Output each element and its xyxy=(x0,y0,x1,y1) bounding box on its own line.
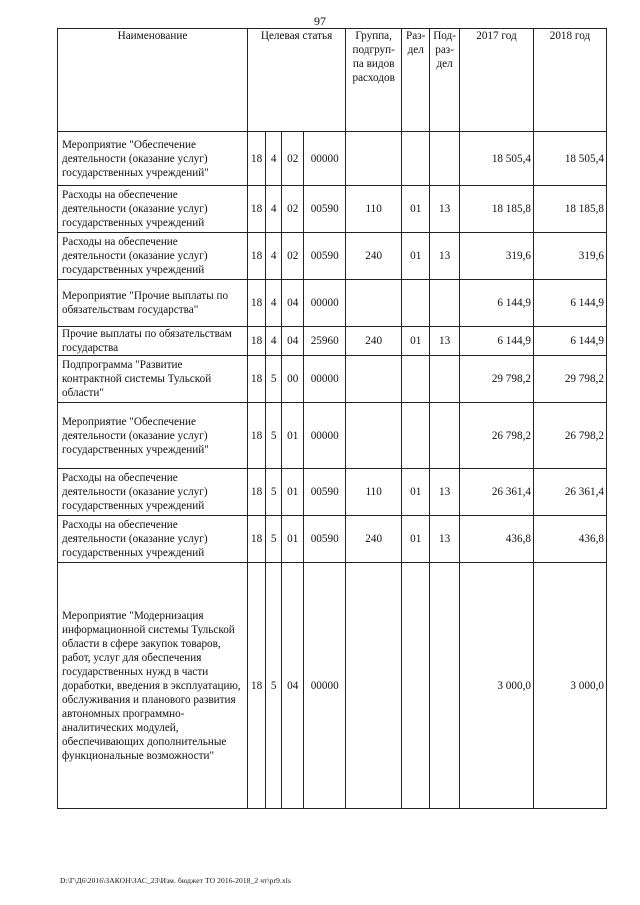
target-article-direction-cell: 00000 xyxy=(304,132,346,186)
subsection-cell: 13 xyxy=(430,469,460,516)
target-article-direction-cell: 25960 xyxy=(304,327,346,356)
target-article-direction-cell: 00000 xyxy=(304,563,346,809)
row-name-cell: Прочие выплаты по обязательствам государства xyxy=(58,327,248,356)
amount-2017-cell: 26 361,4 xyxy=(459,469,533,516)
section-cell: 01 xyxy=(402,516,430,563)
row-name-cell: Мероприятие "Обеспечение деятельности (оказание услуг) государственных учреждений" xyxy=(58,132,248,186)
row-name-cell: Расходы на обеспечение деятельности (оказание услуг) государственных учреждений xyxy=(58,186,248,233)
target-article-measure-cell: 02 xyxy=(282,233,304,280)
expense-group-cell: 240 xyxy=(346,516,402,563)
section-cell: 01 xyxy=(402,469,430,516)
table-row xyxy=(58,516,607,563)
amount-2017-cell: 18 505,4 xyxy=(459,132,533,186)
header-section: Раз-дел xyxy=(402,29,430,132)
table-row xyxy=(58,403,607,469)
target-article-subprogram-cell: 5 xyxy=(266,516,282,563)
table-row xyxy=(58,563,607,809)
amount-2018-cell: 436,8 xyxy=(533,516,606,563)
target-article-direction-cell: 00590 xyxy=(304,233,346,280)
row-name-cell: Подпрограмма "Развитие контрактной системы Тульской области" xyxy=(58,356,248,403)
header-subsection: Под-раз-дел xyxy=(430,29,460,132)
file-path-footer: D:\Г\Д6\2016\ЗАКОН\ЗАС_23\Изм. бюджет ТО 2016-2018_2 чт\pr9.xls xyxy=(60,876,291,885)
table-row xyxy=(58,132,607,186)
target-article-program-cell: 18 xyxy=(248,403,266,469)
row-name-cell: Мероприятие "Обеспечение деятельности (оказание услуг) государственных учреждений" xyxy=(58,403,248,469)
table-row xyxy=(58,327,607,356)
header-name: Наименование xyxy=(58,29,248,132)
target-article-program-cell: 18 xyxy=(248,233,266,280)
subsection-cell xyxy=(430,403,460,469)
amount-2018-cell: 26 798,2 xyxy=(533,403,606,469)
expense-group-cell: 240 xyxy=(346,327,402,356)
target-article-subprogram-cell: 4 xyxy=(266,233,282,280)
subsection-cell xyxy=(430,280,460,327)
header-target-article: Целевая статья xyxy=(248,29,346,132)
subsection-cell xyxy=(430,563,460,809)
expense-group-cell xyxy=(346,132,402,186)
target-article-measure-cell: 01 xyxy=(282,469,304,516)
amount-2017-cell: 436,8 xyxy=(459,516,533,563)
subsection-cell: 13 xyxy=(430,516,460,563)
target-article-subprogram-cell: 4 xyxy=(266,280,282,327)
amount-2017-cell: 6 144,9 xyxy=(459,327,533,356)
target-article-subprogram-cell: 4 xyxy=(266,327,282,356)
target-article-program-cell: 18 xyxy=(248,280,266,327)
table-row xyxy=(58,280,607,327)
target-article-program-cell: 18 xyxy=(248,516,266,563)
target-article-subprogram-cell: 5 xyxy=(266,356,282,403)
amount-2017-cell: 26 798,2 xyxy=(459,403,533,469)
amount-2018-cell: 26 361,4 xyxy=(533,469,606,516)
target-article-measure-cell: 02 xyxy=(282,132,304,186)
section-cell: 01 xyxy=(402,327,430,356)
expense-group-cell: 240 xyxy=(346,233,402,280)
expense-group-cell xyxy=(346,280,402,327)
amount-2017-cell: 18 185,8 xyxy=(459,186,533,233)
budget-table xyxy=(57,28,607,809)
expense-group-cell xyxy=(346,563,402,809)
subsection-cell xyxy=(430,132,460,186)
amount-2018-cell: 6 144,9 xyxy=(533,280,606,327)
amount-2018-cell: 6 144,9 xyxy=(533,327,606,356)
section-cell xyxy=(402,132,430,186)
section-cell xyxy=(402,563,430,809)
target-article-program-cell: 18 xyxy=(248,356,266,403)
target-article-program-cell: 18 xyxy=(248,132,266,186)
table-row xyxy=(58,233,607,280)
row-name-cell: Расходы на обеспечение деятельности (оказание услуг) государственных учреждений xyxy=(58,233,248,280)
target-article-measure-cell: 00 xyxy=(282,356,304,403)
section-cell: 01 xyxy=(402,186,430,233)
header-year-2017: 2017 год xyxy=(459,29,533,132)
amount-2018-cell: 18 185,8 xyxy=(533,186,606,233)
row-name-cell: Расходы на обеспечение деятельности (оказание услуг) государственных учреждений xyxy=(58,516,248,563)
target-article-subprogram-cell: 5 xyxy=(266,563,282,809)
amount-2018-cell: 18 505,4 xyxy=(533,132,606,186)
target-article-subprogram-cell: 5 xyxy=(266,469,282,516)
target-article-measure-cell: 04 xyxy=(282,327,304,356)
table-row xyxy=(58,356,607,403)
subsection-cell: 13 xyxy=(430,233,460,280)
target-article-direction-cell: 00590 xyxy=(304,186,346,233)
target-article-program-cell: 18 xyxy=(248,186,266,233)
section-cell xyxy=(402,356,430,403)
subsection-cell xyxy=(430,356,460,403)
target-article-direction-cell: 00000 xyxy=(304,280,346,327)
amount-2018-cell: 3 000,0 xyxy=(533,563,606,809)
row-name-cell: Мероприятие "Модернизация информационной системы Тульской области в сфере закупок товаров, работ, услуг для обеспечения государственных нужд в части доработки, введения в эксплуатацию, обслуживания и планового развития автономных программно-аналитических модулей, обеспечивающих дополнительные функциональные возможности" xyxy=(58,563,248,809)
amount-2018-cell: 29 798,2 xyxy=(533,356,606,403)
expense-group-cell xyxy=(346,403,402,469)
expense-group-cell xyxy=(346,356,402,403)
target-article-subprogram-cell: 4 xyxy=(266,132,282,186)
target-article-direction-cell: 00000 xyxy=(304,356,346,403)
table-body xyxy=(58,132,607,809)
target-article-measure-cell: 04 xyxy=(282,280,304,327)
section-cell: 01 xyxy=(402,233,430,280)
expense-group-cell: 110 xyxy=(346,469,402,516)
target-article-measure-cell: 04 xyxy=(282,563,304,809)
target-article-direction-cell: 00000 xyxy=(304,403,346,469)
table-row xyxy=(58,469,607,516)
target-article-program-cell: 18 xyxy=(248,563,266,809)
target-article-program-cell: 18 xyxy=(248,327,266,356)
target-article-measure-cell: 01 xyxy=(282,516,304,563)
subsection-cell: 13 xyxy=(430,327,460,356)
target-article-subprogram-cell: 4 xyxy=(266,186,282,233)
row-name-cell: Мероприятие "Прочие выплаты по обязательствам государства" xyxy=(58,280,248,327)
subsection-cell: 13 xyxy=(430,186,460,233)
expense-group-cell: 110 xyxy=(346,186,402,233)
section-cell xyxy=(402,280,430,327)
header-row xyxy=(58,29,607,132)
amount-2017-cell: 319,6 xyxy=(459,233,533,280)
target-article-measure-cell: 01 xyxy=(282,403,304,469)
amount-2017-cell: 29 798,2 xyxy=(459,356,533,403)
row-name-cell: Расходы на обеспечение деятельности (оказание услуг) государственных учреждений xyxy=(58,469,248,516)
target-article-subprogram-cell: 5 xyxy=(266,403,282,469)
table-row xyxy=(58,186,607,233)
target-article-program-cell: 18 xyxy=(248,469,266,516)
amount-2018-cell: 319,6 xyxy=(533,233,606,280)
page-number: 97 xyxy=(314,14,326,28)
target-article-direction-cell: 00590 xyxy=(304,516,346,563)
amount-2017-cell: 6 144,9 xyxy=(459,280,533,327)
header-group: Группа, подгруп-па видов расходов xyxy=(346,29,402,132)
section-cell xyxy=(402,403,430,469)
target-article-measure-cell: 02 xyxy=(282,186,304,233)
amount-2017-cell: 3 000,0 xyxy=(459,563,533,809)
header-year-2018: 2018 год xyxy=(533,29,606,132)
target-article-direction-cell: 00590 xyxy=(304,469,346,516)
